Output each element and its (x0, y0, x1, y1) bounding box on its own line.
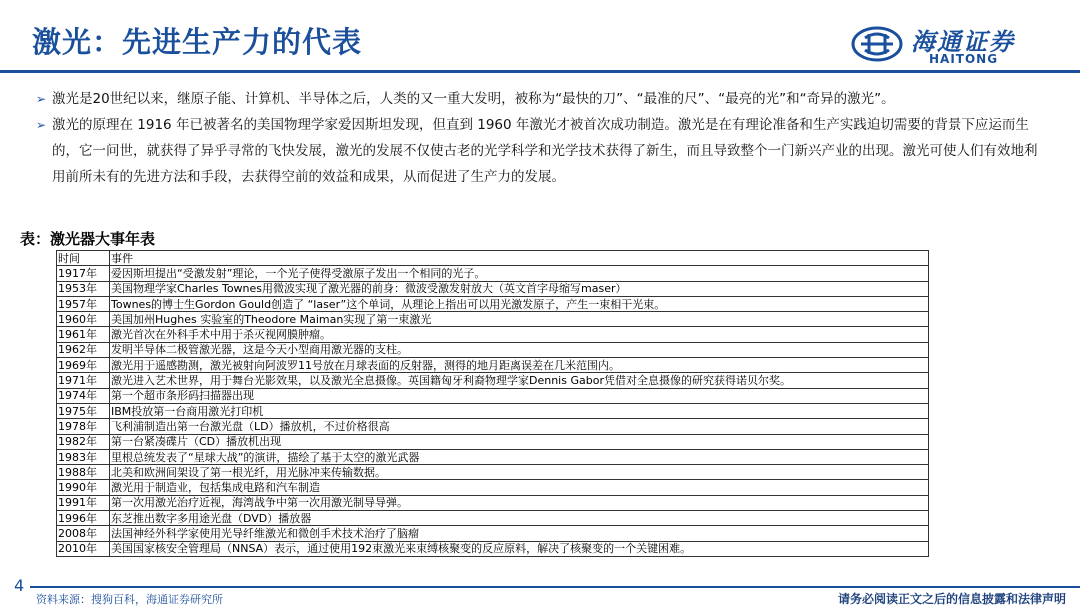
table-caption: 表：激光器大事年表 (20, 230, 156, 248)
haitong-logo-icon (851, 26, 903, 62)
event-cell: 激光进入艺术世界，用于舞台光影效果，以及激光全息摄像。英国籍匈牙利裔物理学家Dennis Gabor凭借对全息摄像的研究获得诺贝尔奖。 (110, 373, 929, 388)
event-cell: Townes的博士生Gordon Gould创造了 “laser”这个单词，从理论上指出可以用光激发原子，产生一束相干光束。 (110, 296, 929, 311)
year-cell: 2010年 (57, 541, 110, 556)
year-cell: 1960年 (57, 312, 110, 327)
event-cell: 爱因斯坦提出“受激发射”理论，一个光子使得受激原子发出一个相同的光子。 (110, 266, 929, 281)
page-title: 激光：先进生产力的代表 (32, 25, 363, 59)
bullet-item (36, 112, 1046, 190)
header-cell-event: 事件 (110, 251, 929, 266)
table-row (57, 373, 929, 388)
year-cell: 2008年 (57, 526, 110, 541)
header-divider (0, 70, 1080, 73)
header-cell-time: 时间 (57, 251, 110, 266)
table-row (57, 358, 929, 373)
intro-bullets (36, 86, 1046, 190)
arrow-bullet-icon: ➢ (36, 118, 47, 132)
year-cell: 1983年 (57, 449, 110, 464)
legal-disclaimer: 请务必阅读正文之后的信息披露和法律声明 (837, 592, 1066, 606)
event-cell: 北美和欧洲间架设了第一根光纤，用光脉冲来传输数据。 (110, 465, 929, 480)
year-cell: 1996年 (57, 511, 110, 526)
year-cell: 1974年 (57, 388, 110, 403)
table-row (57, 495, 929, 510)
event-cell: 第一次用激光治疗近视，海湾战争中第一次用激光制导导弹。 (110, 495, 929, 510)
bullet-text: 激光的原理在 1916 年已被著名的美国物理学家爱因斯坦发现，但直到 1960 年激光才被首次成功制造。激光是在有理论准备和生产实践迫切需要的背景下应运而生的，它一问世，就获得了异乎寻常的飞快发展，激光的发展不仅使古老的光学科学和光学技术获得了新生，而且导致整个一门新兴产业的出现。激光可使人们有效地利用前所未有的先进方法和手段，去获得空前的效益和成果，从而促进了生产力的发展。 (52, 117, 1038, 185)
event-cell: 美国物理学家Charles Townes用微波实现了激光器的前身：微波受激发射放大（英文首字母缩写maser） (110, 281, 929, 296)
table-row (57, 312, 929, 327)
year-cell: 1971年 (57, 373, 110, 388)
event-cell: 第一个超市条形码扫描器出现 (110, 388, 929, 403)
bullet-item (36, 86, 1046, 112)
year-cell: 1962年 (57, 342, 110, 357)
table-header-row (57, 251, 929, 266)
logo-chinese-text: 海通证券 (911, 28, 1015, 56)
table-row (57, 465, 929, 480)
event-cell: 激光用于制造业，包括集成电路和汽车制造 (110, 480, 929, 495)
page-number: 4 (14, 576, 25, 595)
bullet-text: 激光是20世纪以来，继原子能、计算机、半导体之后，人类的又一重大发明，被称为“最快的刀”、“最准的尺”、“最亮的光”和“奇异的激光”。 (52, 91, 895, 107)
source-note: 资料来源：搜狗百科，海通证券研究所 (36, 593, 223, 606)
year-cell: 1978年 (57, 419, 110, 434)
event-cell: 里根总统发表了“星球大战”的演讲，描绘了基于太空的激光武器 (110, 449, 929, 464)
table-row (57, 434, 929, 449)
event-cell: 美国国家核安全管理局（NNSA）表示，通过使用192束激光来束缚核聚变的反应原料，解决了核聚变的一个关键困难。 (110, 541, 929, 556)
table-row (57, 327, 929, 342)
arrow-bullet-icon: ➢ (36, 92, 47, 106)
table-row (57, 388, 929, 403)
table-row (57, 296, 929, 311)
table-row (57, 419, 929, 434)
event-cell: 激光首次在外科手术中用于杀灭视网膜肿瘤。 (110, 327, 929, 342)
year-cell: 1982年 (57, 434, 110, 449)
event-cell: 发明半导体二极管激光器，这是今天小型商用激光器的支柱。 (110, 342, 929, 357)
year-cell: 1961年 (57, 327, 110, 342)
table-row (57, 342, 929, 357)
year-cell: 1988年 (57, 465, 110, 480)
table-row (57, 449, 929, 464)
year-cell: 1953年 (57, 281, 110, 296)
event-cell: 第一台紧凑碟片（CD）播放机出现 (110, 434, 929, 449)
event-cell: 东芝推出数字多用途光盘（DVD）播放器 (110, 511, 929, 526)
event-cell: 法国神经外科学家使用光导纤维激光和微创手术技术治疗了脑瘤 (110, 526, 929, 541)
year-cell: 1957年 (57, 296, 110, 311)
footer-divider (30, 586, 1080, 588)
event-cell: 飞利浦制造出第一台激光盘（LD）播放机，不过价格很高 (110, 419, 929, 434)
table-row (57, 526, 929, 541)
table-row (57, 266, 929, 281)
laser-timeline-table (56, 250, 929, 557)
year-cell: 1975年 (57, 403, 110, 418)
event-cell: IBM投放第一台商用激光打印机 (110, 403, 929, 418)
table-row (57, 511, 929, 526)
company-logo (851, 22, 1041, 66)
table-row (57, 403, 929, 418)
logo-english-text: HAITONG (929, 52, 999, 66)
year-cell: 1969年 (57, 358, 110, 373)
table-row (57, 541, 929, 556)
year-cell: 1991年 (57, 495, 110, 510)
event-cell: 美国加州Hughes 实验室的Theodore Maiman实现了第一束激光 (110, 312, 929, 327)
event-cell: 激光用于遥感勘测，激光被射向阿波罗11号放在月球表面的反射器，测得的地月距离误差在几米范围内。 (110, 358, 929, 373)
table-row (57, 281, 929, 296)
year-cell: 1990年 (57, 480, 110, 495)
year-cell: 1917年 (57, 266, 110, 281)
table-row (57, 480, 929, 495)
